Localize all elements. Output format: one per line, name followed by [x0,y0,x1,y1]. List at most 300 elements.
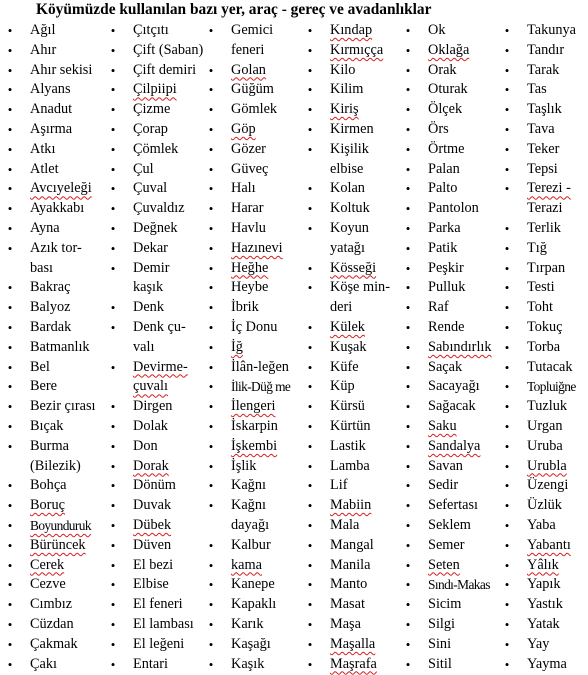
list-item-text: Demir [133,259,170,276]
list-item-text: Bıçak [30,418,64,434]
bullet-icon: • [7,280,13,296]
bullet-icon: • [208,320,214,335]
list-item-text: Elbise [133,576,169,593]
bullet-icon: • [504,597,510,613]
bullet-icon: • [110,23,116,38]
bullet-icon: • [504,458,510,474]
list-item-text: İlik-Düğ me [231,379,291,395]
list-item-text: kaşık [133,279,164,296]
list-item-text: Kındap [330,22,373,38]
list-item-text: Toht [527,299,554,316]
list-item-text: Ayna [30,220,60,236]
list-item-text: Sedir [428,477,459,494]
list-item-text: Külek [330,319,365,335]
list-item-text: Yaba [527,517,556,533]
list-item-text: Harar [231,200,264,217]
bullet-icon: • [208,498,214,514]
bullet-icon: • [307,102,313,118]
list-item-text: Çuval [133,180,168,197]
bullet-icon: • [405,419,411,434]
list-item-text: Ahır [30,41,57,58]
list-item-text: Tarak [527,61,560,78]
bullet-icon: • [504,23,510,38]
bullet-icon: • [110,577,116,593]
bullet-icon: • [110,458,116,474]
list-item-text: Halı [231,180,256,197]
bullet-icon: • [208,102,214,118]
bullet-icon: • [7,240,13,256]
list-item-text: valı [133,338,155,355]
list-item-text: Gömlek [231,101,278,118]
list-item-text: Ahır sekisi [30,61,93,78]
list-item-text: Çift demiri [133,61,197,78]
list-item-text: İbrik [231,299,259,316]
list-item-text: Terezi - [527,180,571,197]
bullet-icon: • [504,102,510,118]
list-item-text: dayağı [231,517,270,533]
list-item-text: Kürtün [330,418,371,434]
list-item-text: yatağı [330,239,365,256]
bullet-icon: • [307,537,313,553]
bullet-icon: • [7,636,13,652]
list-item-text: Sındı-Makas [428,577,490,593]
list-item-text: Atkı [30,140,56,157]
bullet-icon: • [405,82,411,98]
bullet-icon: • [405,221,411,236]
list-item-text: Kanepe [231,576,275,593]
bullet-icon: • [208,438,214,454]
list-item-text: Çizme [133,101,171,118]
bullet-icon: • [307,597,313,613]
bullet-icon: • [7,62,13,78]
list-item-text: Parka [428,220,461,236]
bullet-icon: • [405,577,411,593]
list-item-text: Ağıl [30,22,56,38]
list-item-text: Urubla [527,457,567,474]
list-item-text: Hazınevi [231,239,283,256]
list-item-text: Çul [133,160,154,177]
bullet-icon: • [405,557,411,573]
bullet-icon: • [504,636,510,652]
bullet-icon: • [504,617,510,632]
list-item-text: çuvalı [133,378,168,395]
list-item-text: Üzlük [527,497,562,514]
bullet-icon: • [208,300,214,316]
list-item-text: Bardak [30,319,72,335]
list-item-text: Saçak [428,358,463,375]
bullet-icon: • [110,636,116,652]
bullet-icon: • [208,339,214,355]
list-item-text: Teker [527,140,560,157]
list-item-text: Lif [330,477,348,494]
list-item-text: Kirmen [330,121,374,137]
list-item-text: Denk çu- [133,319,186,335]
bullet-icon: • [110,82,116,98]
bullet-icon: • [7,221,13,236]
bullet-icon: • [208,181,214,197]
bullet-icon: • [504,478,510,494]
bullet-icon: • [7,577,13,593]
bullet-icon: • [110,557,116,573]
list-item-text: elbise [330,160,364,177]
list-item-text: bası [30,259,54,276]
list-item-text: İşkembi [231,437,278,454]
list-item-text: Kürsü [330,398,365,415]
list-item-text: İğ [231,338,243,355]
list-item-text: Kösseği [330,259,377,276]
list-item-text: Cüzdan [30,616,74,632]
bullet-icon: • [110,498,116,514]
list-item-text: Havlu [231,220,266,236]
bullet-icon: • [208,399,214,415]
list-item-text: Dorak [133,457,169,474]
bullet-icon: • [405,62,411,78]
bullet-icon: • [208,280,214,296]
bullet-icon: • [110,260,116,276]
list-item-text: Lastik [330,437,366,454]
list-item-text: Köşe min- [330,279,390,296]
bullet-icon: • [405,260,411,276]
list-item-text: Heğhe [231,259,269,276]
list-item-text: Golan [231,61,266,78]
list-item-text: Cerek [30,556,65,573]
bullet-icon: • [307,62,313,78]
list-item-text: Cımbız [30,596,73,613]
bullet-icon: • [7,122,13,137]
list-item-text: El lambası [133,616,194,632]
list-item-text: Karık [231,616,264,632]
bullet-icon: • [405,597,411,613]
bullet-icon: • [307,122,313,137]
bullet-icon: • [307,23,313,38]
list-item-text: Sitil [428,655,452,672]
bullet-icon: • [208,656,214,672]
bullet-icon: • [504,260,510,276]
list-item-text: Heybe [231,279,269,296]
bullet-icon: • [208,379,214,395]
list-item-text: Savan [428,457,463,474]
list-item-text: Ayakkabı [30,200,85,217]
bullet-icon: • [7,82,13,98]
list-item-text: Mala [330,517,360,533]
bullet-icon: • [504,320,510,335]
list-item-text: Pulluk [428,279,466,296]
bullet-icon: • [7,617,13,632]
list-item-text: İlengeri [231,398,276,415]
bullet-icon: • [110,221,116,236]
list-item-text: Sabındırlık [428,338,492,355]
bullet-icon: • [307,141,313,157]
bullet-icon: • [7,201,13,217]
list-item-text: Bürüncek [30,536,86,553]
bullet-icon: • [7,419,13,434]
bullet-icon: • [504,379,510,395]
bullet-icon: • [307,339,313,355]
list-item-text: Tokuç [527,319,563,335]
list-item-text: El bezi [133,556,174,573]
list-item-text: Masat [330,596,365,613]
list-item-text: El feneri [133,596,183,613]
bullet-icon: • [208,201,214,217]
bullet-icon: • [405,458,411,474]
bullet-icon: • [504,419,510,434]
bullet-icon: • [208,557,214,573]
list-item-text: Dönüm [133,477,176,494]
list-item-text: Entari [133,655,168,672]
list-item-text: Maşa [330,616,361,632]
list-item-text: Sacayağı [428,378,480,395]
list-item-text: El leğeni [133,635,185,652]
bullet-icon: • [405,300,411,316]
bullet-icon: • [504,240,510,256]
bullet-icon: • [504,557,510,573]
bullet-icon: • [307,478,313,494]
bullet-icon: • [504,438,510,454]
bullet-icon: • [7,537,13,553]
list-item-text: Oklağa [428,41,470,58]
bullet-icon: • [7,438,13,454]
page-title: Köyümüzde kullanılan bazı yer, araç - gereç ve avadanlıklar [36,1,432,18]
list-item-text: Bel [30,358,50,375]
list-item-text: Ölçek [428,101,463,118]
bullet-icon: • [208,82,214,98]
bullet-icon: • [110,320,116,335]
bullet-icon: • [208,478,214,494]
bullet-icon: • [110,42,116,58]
list-item-text: Göp [231,121,256,137]
list-item-text: Anadut [30,101,73,118]
bullet-icon: • [307,419,313,434]
bullet-icon: • [504,161,510,177]
bullet-icon: • [405,617,411,632]
bullet-icon: • [208,636,214,652]
bullet-icon: • [405,102,411,118]
bullet-icon: • [110,597,116,613]
list-item-text: Küp [330,378,355,395]
list-item-text: Avcıyeleği [30,180,92,197]
list-item-text: Alyans [30,81,71,98]
bullet-icon: • [110,537,116,553]
bullet-icon: • [7,359,13,375]
bullet-icon: • [110,102,116,118]
bullet-icon: • [405,518,411,533]
bullet-icon: • [208,419,214,434]
bullet-icon: • [110,656,116,672]
bullet-icon: • [110,518,116,533]
bullet-icon: • [504,42,510,58]
bullet-icon: • [7,141,13,157]
list-item-text: Kağnı [231,477,266,494]
list-item-text: Kişilik [330,140,369,157]
bullet-icon: • [405,240,411,256]
bullet-icon: • [405,23,411,38]
list-item-text: Peşkir [428,259,464,276]
list-item-text: Seklem [428,517,471,533]
bullet-icon: • [504,399,510,415]
bullet-icon: • [405,122,411,137]
bullet-icon: • [7,300,13,316]
list-item-text: Terazi [527,200,563,217]
bullet-icon: • [208,458,214,474]
bullet-icon: • [405,141,411,157]
list-item-text: Raf [428,299,449,316]
bullet-icon: • [110,617,116,632]
list-item-text: Duvak [133,497,172,514]
list-item-text: Örs [428,121,449,137]
list-item-text: Sini [428,635,452,652]
list-item-text: Bakraç [30,279,71,296]
bullet-icon: • [110,399,116,415]
bullet-icon: • [110,478,116,494]
bullet-icon: • [504,498,510,514]
list-item-text: Yatak [527,616,560,632]
list-item-text: Çift (Saban) [133,41,204,58]
list-item-text: Yapık [527,576,561,593]
bullet-icon: • [405,498,411,514]
bullet-icon: • [7,597,13,613]
list-item-text: Batmanlık [30,338,90,355]
list-item-text: Değnek [133,220,178,236]
bullet-icon: • [405,359,411,375]
list-item-text: Çuvaldız [133,200,185,217]
list-item-text: Torba [527,338,561,355]
list-item-text: Palto [428,180,458,197]
bullet-icon: • [7,379,13,395]
bullet-icon: • [307,438,313,454]
bullet-icon: • [307,280,313,296]
list-item-text: Kağnı [231,497,266,514]
list-item-text: Terlik [527,220,561,236]
bullet-icon: • [307,399,313,415]
list-item-text: deri [330,299,353,316]
list-item-text: İç Donu [231,319,278,335]
bullet-icon: • [307,359,313,375]
bullet-icon: • [208,221,214,236]
bullet-icon: • [405,42,411,58]
bullet-icon: • [405,379,411,395]
list-item-text: Tava [527,121,555,137]
list-item-text: Orak [428,61,457,78]
list-item-text: Koyun [330,220,369,236]
list-item-text: Bohça [30,477,67,494]
bullet-icon: • [208,23,214,38]
list-item-text: Kolan [330,180,365,197]
list-item-text: Cezve [30,576,66,593]
bullet-icon: • [110,201,116,217]
list-item-text: Devirme- [133,358,188,375]
list-item-text: Oturak [428,81,468,98]
bullet-icon: • [405,656,411,672]
list-item-text: Tepsi [527,160,558,177]
bullet-icon: • [307,577,313,593]
list-item-text: Dolak [133,418,168,434]
bullet-icon: • [405,399,411,415]
list-item-text: Palan [428,160,460,177]
list-item-text: Mangal [330,536,374,553]
bullet-icon: • [7,498,13,514]
bullet-icon: • [7,23,13,38]
list-item-text: Tığ [527,239,547,256]
bullet-icon: • [307,82,313,98]
list-item-text: Düven [133,536,172,553]
list-item-text: Mabiin [330,497,372,514]
list-item-text: Yâlık [527,556,559,573]
bullet-icon: • [208,122,214,137]
bullet-icon: • [307,458,313,474]
list-item-text: Gözer [231,140,266,157]
list-item-text: Bere [30,378,57,395]
bullet-icon: • [307,557,313,573]
bullet-icon: • [405,320,411,335]
bullet-icon: • [7,478,13,494]
list-item-text: Uruba [527,437,563,454]
list-item-text: Kalbur [231,536,271,553]
list-item-text: feneri [231,41,265,58]
bullet-icon: • [504,181,510,197]
list-item-text: Lamba [330,457,370,474]
list-item-text: Manila [330,556,371,573]
bullet-icon: • [504,280,510,296]
list-item-text: Manto [330,576,368,593]
list-item-text: Sefertası [428,497,479,514]
bullet-icon: • [110,141,116,157]
list-item-text: Boyunduruk [30,518,91,533]
list-item-text: Pantolon [428,200,479,217]
list-item-text: Don [133,437,158,454]
bullet-icon: • [504,82,510,98]
bullet-icon: • [110,300,116,316]
bullet-icon: • [7,339,13,355]
bullet-icon: • [307,379,313,395]
bullet-icon: • [7,656,13,672]
bullet-icon: • [110,359,116,375]
list-item-text: Sicim [428,596,462,613]
bullet-icon: • [504,656,510,672]
bullet-icon: • [307,320,313,335]
list-item-text: Üzengi [527,477,569,494]
list-item-text: Tırpan [527,259,566,276]
bullet-icon: • [405,161,411,177]
bullet-icon: • [405,636,411,652]
bullet-icon: • [504,577,510,593]
list-item-text: Boruç [30,497,65,514]
bullet-icon: • [110,419,116,434]
list-item-text: Bezir çırası [30,398,96,415]
list-item-text: Kilim [330,81,364,98]
bullet-icon: • [307,518,313,533]
list-item-text: Sandalya [428,437,481,454]
bullet-icon: • [208,141,214,157]
list-item-text: Maşalla [330,635,376,652]
list-item-text: Dirgen [133,398,173,415]
list-item-text: Kaşık [231,655,265,672]
list-item-text: Denk [133,299,164,316]
bullet-icon: • [110,240,116,256]
list-item-text: Silgi [428,616,456,632]
list-item-text: Dekar [133,239,168,256]
bullet-icon: • [208,597,214,613]
bullet-icon: • [110,161,116,177]
bullet-icon: • [307,636,313,652]
list-item-text: İlân-leğen [231,358,289,375]
list-item-text: Çakı [30,655,58,672]
list-item-text: Saku [428,418,457,434]
list-item-text: Yayma [527,655,567,672]
list-item-text: Sağacak [428,398,476,415]
bullet-icon: • [7,557,13,573]
bullet-icon: • [7,518,13,533]
list-item-text: Çorap [133,121,168,137]
